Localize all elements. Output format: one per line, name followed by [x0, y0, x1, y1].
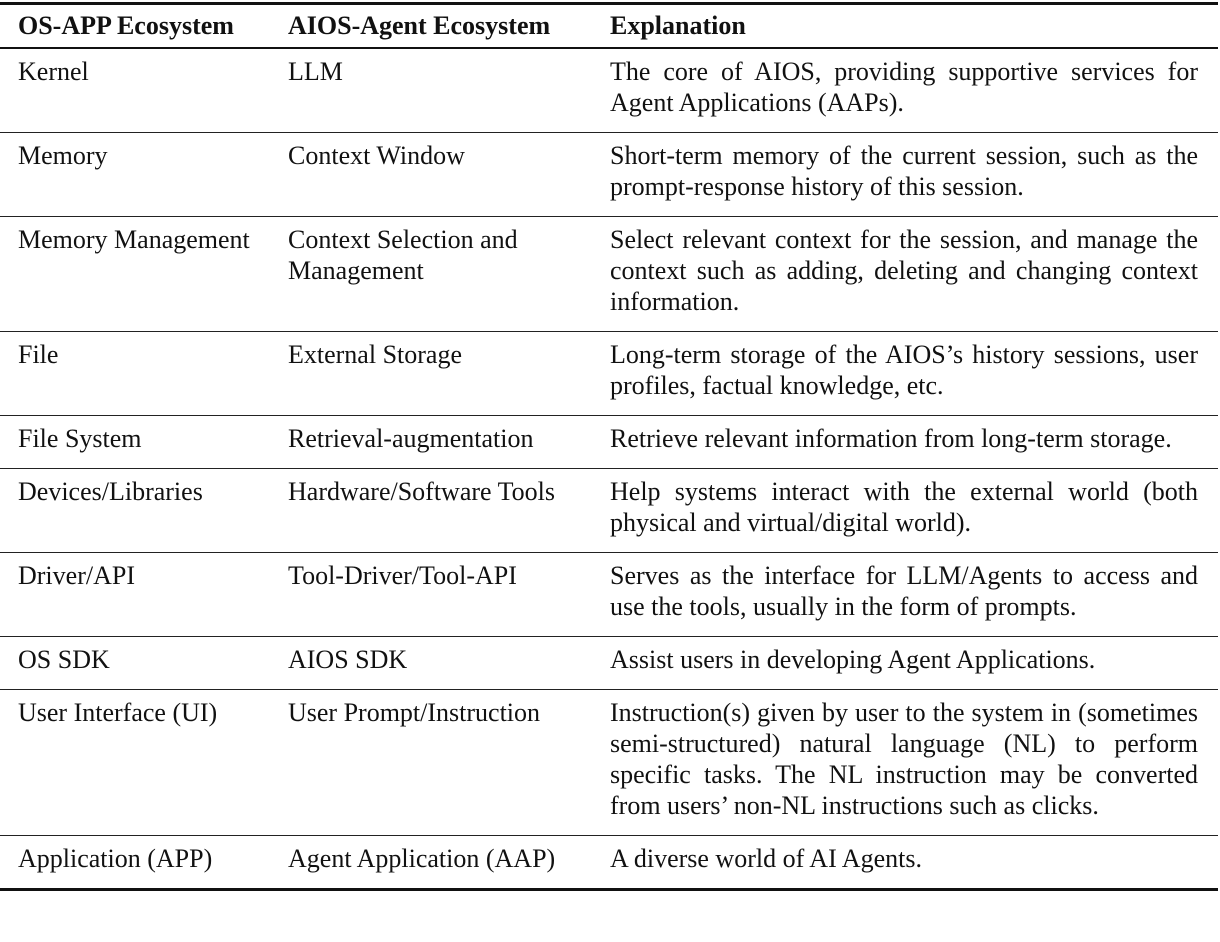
- cell-explanation: The core of AIOS, providing supportive services for Agent Applications (AAPs).: [610, 57, 1198, 117]
- table-row: [0, 836, 1218, 890]
- header-aios-agent-ecosystem: AIOS-Agent Ecosystem: [288, 11, 551, 40]
- table-body: [0, 48, 1218, 890]
- cell-aios: Hardware/Software Tools: [288, 477, 556, 506]
- cell-aios: Context Selection and Management: [288, 225, 518, 285]
- cell-explanation: Long-term storage of the AIOS’s history sessions, user profiles, factual knowledge, etc.: [610, 340, 1198, 400]
- cell-os: User Interface (UI): [18, 698, 218, 727]
- cell-aios: Retrieval-augmentation: [288, 424, 534, 453]
- cell-os: Kernel: [18, 57, 89, 86]
- cell-aios: AIOS SDK: [288, 645, 408, 674]
- cell-os: File System: [18, 424, 142, 453]
- cell-os: Devices/Libraries: [18, 477, 203, 506]
- cell-explanation: Serves as the interface for LLM/Agents to access and use the tools, usually in the form of prompts.: [610, 561, 1198, 621]
- table-row: [0, 133, 1218, 217]
- cell-os: Application (APP): [18, 844, 213, 873]
- cell-aios: User Prompt/Instruction: [288, 698, 541, 727]
- cell-aios: Tool-Driver/Tool-API: [288, 561, 517, 590]
- cell-explanation: Instruction(s) given by user to the system in (sometimes semi-structured) natural language (NL) to perform specific tasks. The NL instruction may be converted from users’ non-NL instructions such as clicks.: [610, 698, 1198, 820]
- table-row: [0, 553, 1218, 637]
- header-row: [0, 4, 1218, 49]
- table-row: [0, 332, 1218, 416]
- table-row: [0, 48, 1218, 133]
- cell-explanation: Short-term memory of the current session, such as the prompt-response history of this session.: [610, 141, 1198, 201]
- cell-explanation: Select relevant context for the session, and manage the context such as adding, deleting and changing context information.: [610, 225, 1198, 316]
- cell-os: Driver/API: [18, 561, 135, 590]
- cell-aios: LLM: [288, 57, 343, 86]
- cell-os: OS SDK: [18, 645, 110, 674]
- cell-aios: External Storage: [288, 340, 462, 369]
- table-row: [0, 217, 1218, 332]
- header-explanation: Explanation: [610, 11, 746, 40]
- cell-explanation: Assist users in developing Agent Applications.: [610, 645, 1096, 674]
- cell-aios: Context Window: [288, 141, 465, 170]
- table-row: [0, 416, 1218, 469]
- table-row: [0, 637, 1218, 690]
- table-row: [0, 690, 1218, 836]
- cell-os: File: [18, 340, 59, 369]
- cell-os: Memory Management: [18, 225, 250, 254]
- cell-os: Memory: [18, 141, 108, 170]
- os-aios-comparison-table: [0, 2, 1218, 891]
- cell-aios: Agent Application (AAP): [288, 844, 556, 873]
- table-row: [0, 469, 1218, 553]
- table-header: [0, 4, 1218, 49]
- cell-explanation: Retrieve relevant information from long-term storage.: [610, 424, 1172, 453]
- cell-explanation: Help systems interact with the external world (both physical and virtual/digital world).: [610, 477, 1198, 537]
- cell-explanation: A diverse world of AI Agents.: [610, 844, 922, 873]
- header-os-app-ecosystem: OS-APP Ecosystem: [18, 11, 234, 40]
